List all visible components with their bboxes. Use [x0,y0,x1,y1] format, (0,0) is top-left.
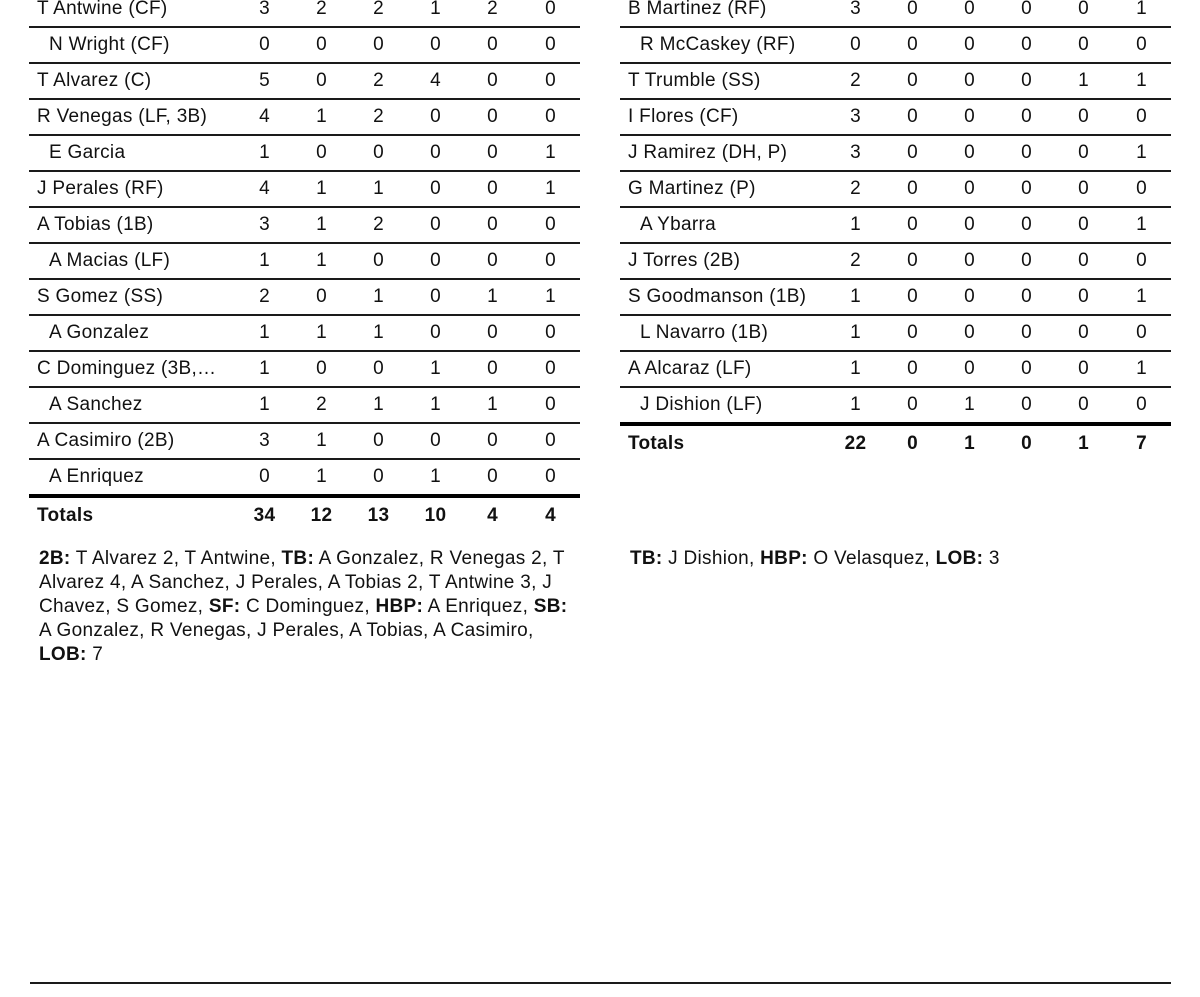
totals-cell: 12 [310,505,333,526]
stat-cell: 0 [884,279,941,315]
stat-cell: 0 [1112,171,1171,207]
stat-cell: 0 [521,0,580,27]
stat-cell: 0 [1055,135,1112,171]
stat-cell: 0 [998,0,1055,27]
stat-cell: 1 [827,279,884,315]
player-row [29,99,580,135]
totals-row [620,424,1171,462]
stat-cell: 2 [827,243,884,279]
note-text: A Gonzalez, R Venegas 2, T Alvarez 4, A Sanchez, J Perales, A Tobias 2, T Antwine 3, J Chavez, S Gomez, [39,548,565,617]
totals-cell: 10 [424,505,447,526]
stat-cell: 2 [350,207,407,243]
stat-cell: 0 [998,351,1055,387]
stat-cell: 0 [521,243,580,279]
left-team-rows [29,0,580,534]
stat-cell: 0 [521,207,580,243]
stat-cell: 0 [350,27,407,63]
stat-cell: 0 [464,351,521,387]
player-name: C Dominguez (3B,… [29,351,236,387]
stat-cell: 0 [884,387,941,424]
stat-cell: 0 [1112,387,1171,424]
stat-cell: 1 [293,207,350,243]
player-row [29,207,580,243]
stat-cell: 1 [350,279,407,315]
stat-cell: 0 [464,63,521,99]
stat-cell: 0 [464,315,521,351]
player-name: A Ybarra [620,207,827,243]
stat-cell: 0 [464,459,521,496]
stat-cell: 0 [884,207,941,243]
stat-cell: 1 [827,351,884,387]
note-label: TB: [281,548,315,569]
stat-cell: 0 [521,423,580,459]
stat-cell: 0 [827,27,884,63]
stat-cell: 0 [407,171,464,207]
stat-cell: 0 [1112,27,1171,63]
stat-cell: 1 [407,459,464,496]
stat-cell: 0 [1055,279,1112,315]
stat-cell: 0 [998,171,1055,207]
stat-cell: 1 [236,315,293,351]
stat-cell: 1 [407,387,464,423]
stat-cell: 1 [827,315,884,351]
stat-cell: 0 [1055,171,1112,207]
stat-cell: 0 [1055,351,1112,387]
totals-cell: 4 [487,505,498,526]
totals-cell: 1 [1078,433,1089,454]
player-name: J Perales (RF) [29,171,236,207]
stat-cell: 0 [464,207,521,243]
stat-cell: 2 [827,171,884,207]
stat-cell: 3 [827,99,884,135]
totals-label: Totals [37,505,94,526]
player-row [620,99,1171,135]
player-row [29,0,580,27]
stat-cell: 1 [521,135,580,171]
stat-cell: 1 [293,171,350,207]
stat-cell: 0 [941,63,998,99]
note-text: J Dishion, [662,548,761,569]
totals-cell: 1 [964,433,975,454]
stat-cell: 1 [464,387,521,423]
stat-cell: 0 [464,171,521,207]
stat-cell: 1 [236,387,293,423]
stat-cell: 2 [293,0,350,27]
totals-cell: 7 [1136,433,1147,454]
player-row [29,63,580,99]
stat-cell: 1 [827,387,884,424]
stat-cell: 1 [1112,135,1171,171]
player-row [620,387,1171,424]
player-row [620,207,1171,243]
player-row [29,171,580,207]
stat-cell: 4 [407,63,464,99]
note-label: LOB: [935,548,984,569]
stat-cell: 0 [884,135,941,171]
totals-cell: 22 [844,433,867,454]
stat-cell: 1 [293,243,350,279]
player-name: J Ramirez (DH, P) [620,135,827,171]
stat-cell: 1 [1112,0,1171,27]
stat-cell: 0 [1112,99,1171,135]
totals-row [29,496,580,534]
stat-cell: 1 [293,423,350,459]
player-row [620,0,1171,27]
note-label: SF: [208,596,241,617]
stat-cell: 0 [1055,0,1112,27]
player-row [620,315,1171,351]
player-name: A Gonzalez [29,315,236,351]
stat-cell: 0 [521,315,580,351]
stat-cell: 0 [998,243,1055,279]
player-name: S Goodmanson (1B) [620,279,827,315]
stat-cell: 3 [236,207,293,243]
stat-cell: 1 [464,279,521,315]
stat-cell: 0 [998,207,1055,243]
note-text: T Alvarez 2, T Antwine, [70,548,282,569]
totals-cell: 0 [1021,433,1032,454]
player-name: J Torres (2B) [620,243,827,279]
player-name: A Enriquez [29,459,236,496]
stat-cell: 0 [941,171,998,207]
player-name: A Macias (LF) [29,243,236,279]
stat-cell: 2 [827,63,884,99]
stat-cell: 0 [293,27,350,63]
player-row [29,315,580,351]
stat-cell: 0 [884,63,941,99]
stat-cell: 0 [1112,315,1171,351]
note-text: C Dominguez, [240,596,376,617]
stat-cell: 0 [941,315,998,351]
stat-cell: 3 [236,0,293,27]
stat-cell: 0 [521,387,580,423]
note-text: 7 [86,644,104,665]
stat-cell: 0 [521,27,580,63]
stat-cell: 0 [350,423,407,459]
stat-cell: 1 [407,0,464,27]
bottom-divider [30,982,1171,984]
player-row [620,171,1171,207]
player-row [29,279,580,315]
note-text: A Enriquez, [423,596,534,617]
stat-cell: 4 [236,171,293,207]
stat-cell: 1 [827,207,884,243]
stat-cell: 0 [941,135,998,171]
stat-cell: 0 [521,459,580,496]
player-name: G Martinez (P) [620,171,827,207]
stat-cell: 0 [464,135,521,171]
player-row [620,279,1171,315]
stat-cell: 0 [941,27,998,63]
stat-cell: 0 [941,0,998,27]
left-team-batting-table [29,0,580,534]
player-name: S Gomez (SS) [29,279,236,315]
right-team-rows [620,0,1171,462]
stat-cell: 0 [884,243,941,279]
player-name: B Martinez (RF) [620,0,827,27]
note-label: SB: [533,596,568,617]
note-label: 2B: [39,548,71,569]
totals-cell: 0 [907,433,918,454]
player-name: A Tobias (1B) [29,207,236,243]
stat-cell: 0 [521,351,580,387]
stat-cell: 0 [884,27,941,63]
stat-cell: 2 [350,63,407,99]
stat-cell: 0 [998,387,1055,424]
player-name: A Sanchez [29,387,236,423]
stat-cell: 1 [236,351,293,387]
stat-cell: 0 [941,99,998,135]
stat-cell: 1 [236,243,293,279]
right-team-batting-table [620,0,1171,462]
stat-cell: 2 [236,279,293,315]
player-row [620,63,1171,99]
stat-cell: 1 [293,99,350,135]
stat-cell: 1 [293,315,350,351]
stat-cell: 0 [1055,27,1112,63]
stat-cell: 2 [350,99,407,135]
stat-cell: 5 [236,63,293,99]
stat-cell: 0 [884,0,941,27]
player-name: A Casimiro (2B) [29,423,236,459]
player-name: L Navarro (1B) [620,315,827,351]
stat-cell: 0 [998,63,1055,99]
stat-cell: 1 [293,459,350,496]
stat-cell: 2 [293,387,350,423]
stat-cell: 2 [464,0,521,27]
player-row [29,459,580,496]
stat-cell: 0 [407,135,464,171]
stat-cell: 1 [236,135,293,171]
note-label: LOB: [39,644,87,665]
player-row [29,27,580,63]
stat-cell: 1 [350,387,407,423]
stat-cell: 0 [998,27,1055,63]
player-row [29,135,580,171]
stat-cell: 2 [350,0,407,27]
stat-cell: 0 [1055,243,1112,279]
stat-cell: 0 [407,279,464,315]
player-row [29,351,580,387]
stat-cell: 0 [293,279,350,315]
totals-label: Totals [628,433,685,454]
stat-cell: 0 [407,243,464,279]
stat-cell: 0 [998,135,1055,171]
stat-cell: 0 [1055,315,1112,351]
note-label: HBP: [375,596,424,617]
stat-cell: 0 [1112,243,1171,279]
stat-cell: 1 [407,351,464,387]
stat-cell: 0 [884,99,941,135]
stat-cell: 0 [1055,387,1112,424]
stat-cell: 0 [941,243,998,279]
note-text: A Gonzalez, R Venegas, J Perales, A Tobias, A Casimiro, [39,620,534,641]
stat-cell: 1 [521,171,580,207]
totals-cell: 4 [545,505,556,526]
player-name: T Trumble (SS) [620,63,827,99]
stat-cell: 0 [884,351,941,387]
stat-cell: 0 [998,279,1055,315]
note-text: O Velasquez, [807,548,936,569]
player-row [29,423,580,459]
player-row [620,27,1171,63]
stat-cell: 0 [884,171,941,207]
stat-cell: 0 [293,63,350,99]
note-label: HBP: [760,548,808,569]
stat-cell: 0 [407,99,464,135]
stat-cell: 0 [464,99,521,135]
stat-cell: 0 [521,63,580,99]
totals-cell: 34 [253,505,276,526]
stat-cell: 0 [884,315,941,351]
stat-cell: 1 [1112,207,1171,243]
stat-cell: 0 [464,243,521,279]
stat-cell: 0 [941,351,998,387]
stat-cell: 1 [521,279,580,315]
stat-cell: 4 [236,99,293,135]
player-name: R Venegas (LF, 3B) [29,99,236,135]
stat-cell: 1 [1055,63,1112,99]
stat-cell: 0 [407,423,464,459]
stat-cell: 3 [827,0,884,27]
stat-cell: 3 [236,423,293,459]
player-row [620,351,1171,387]
stat-cell: 0 [521,99,580,135]
stat-cell: 1 [941,387,998,424]
player-row [29,387,580,423]
note-text: 3 [983,548,1000,569]
stat-cell: 1 [350,315,407,351]
stat-cell: 0 [998,315,1055,351]
player-name: E Garcia [29,135,236,171]
stat-cell: 1 [1112,351,1171,387]
player-name: I Flores (CF) [620,99,827,135]
stat-cell: 0 [236,27,293,63]
player-name: R McCaskey (RF) [620,27,827,63]
stat-cell: 0 [407,207,464,243]
player-row [620,135,1171,171]
stat-cell: 0 [998,99,1055,135]
player-name: T Antwine (CF) [29,0,236,27]
stat-cell: 1 [1112,279,1171,315]
stat-cell: 0 [407,27,464,63]
stat-cell: 0 [236,459,293,496]
totals-cell: 13 [367,505,390,526]
stat-cell: 0 [350,135,407,171]
right-team-batting-notes [630,547,1170,571]
stat-cell: 3 [827,135,884,171]
stat-cell: 0 [293,135,350,171]
stat-cell: 1 [350,171,407,207]
stat-cell: 0 [1055,99,1112,135]
player-row [29,243,580,279]
left-team-batting-notes [39,547,579,667]
player-name: N Wright (CF) [29,27,236,63]
player-row [620,243,1171,279]
player-name: J Dishion (LF) [620,387,827,424]
stat-cell: 0 [350,243,407,279]
player-name: T Alvarez (C) [29,63,236,99]
stat-cell: 0 [464,27,521,63]
stat-cell: 0 [350,351,407,387]
note-label: TB: [630,548,663,569]
stat-cell: 0 [1055,207,1112,243]
stat-cell: 0 [293,351,350,387]
stat-cell: 0 [464,423,521,459]
stat-cell: 1 [1112,63,1171,99]
stat-cell: 0 [407,315,464,351]
stat-cell: 0 [350,459,407,496]
stat-cell: 0 [941,207,998,243]
stat-cell: 0 [941,279,998,315]
player-name: A Alcaraz (LF) [620,351,827,387]
